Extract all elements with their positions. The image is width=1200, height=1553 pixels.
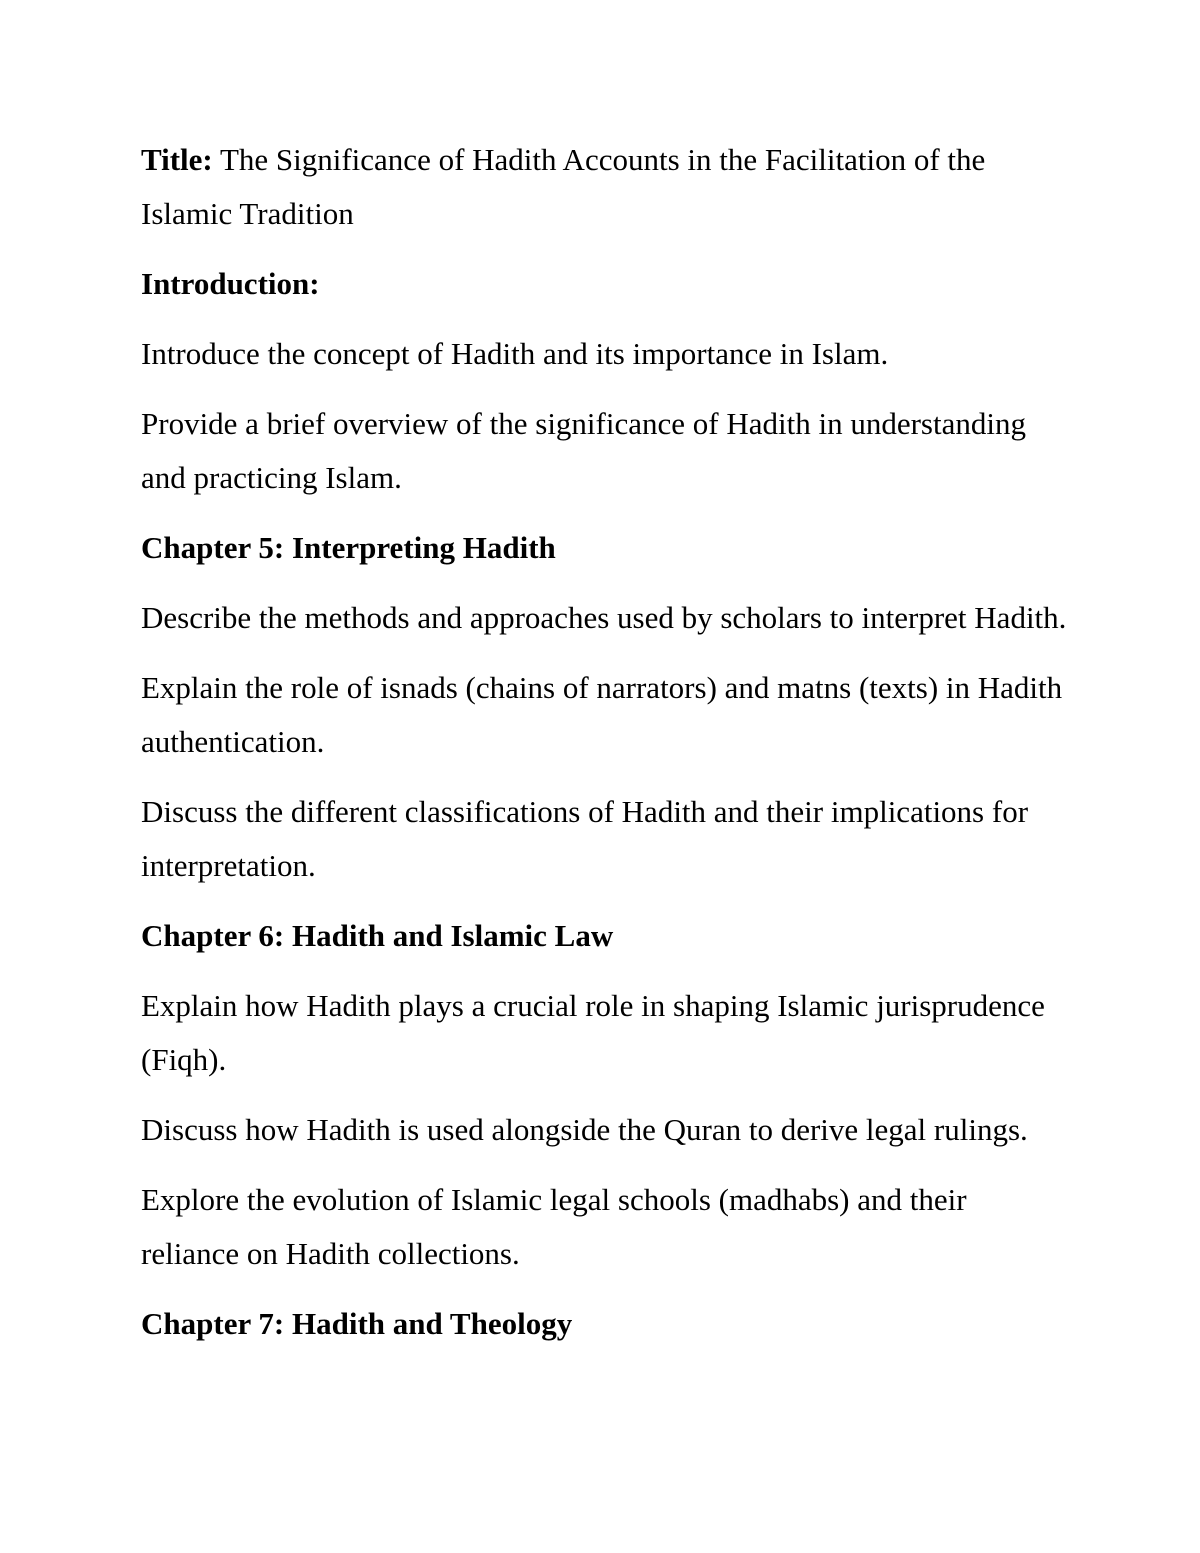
paragraph: Explain how Hadith plays a crucial role in shaping Islamic jurisprudence (Fiqh). [141,988,1045,1077]
title-label: Title: [141,142,213,177]
paragraph: Discuss the different classifications of Hadith and their implications for interpretation. [141,794,1029,883]
document-body [141,133,1071,1367]
paragraph: Describe the methods and approaches used by scholars to interpret Hadith. [141,600,1067,635]
paragraph: Provide a brief overview of the significance of Hadith in understanding and practicing Islam. [141,406,1026,495]
title-text: The Significance of Hadith Accounts in the Facilitation of the Islamic Tradition [141,142,986,231]
section-heading-chapter-7: Chapter 7: Hadith and Theology [141,1306,573,1341]
paragraph: Explore the evolution of Islamic legal schools (madhabs) and their reliance on Hadith collections. [141,1182,967,1271]
paragraph: Discuss how Hadith is used alongside the Quran to derive legal rulings. [141,1112,1028,1147]
section-heading-chapter-6: Chapter 6: Hadith and Islamic Law [141,918,614,953]
section-heading-chapter-5: Chapter 5: Interpreting Hadith [141,530,556,565]
paragraph: Explain the role of isnads (chains of narrators) and matns (texts) in Hadith authentication. [141,670,1063,759]
paragraph: Introduce the concept of Hadith and its importance in Islam. [141,336,889,371]
section-heading-introduction: Introduction: [141,266,320,301]
document-title [141,133,1071,241]
